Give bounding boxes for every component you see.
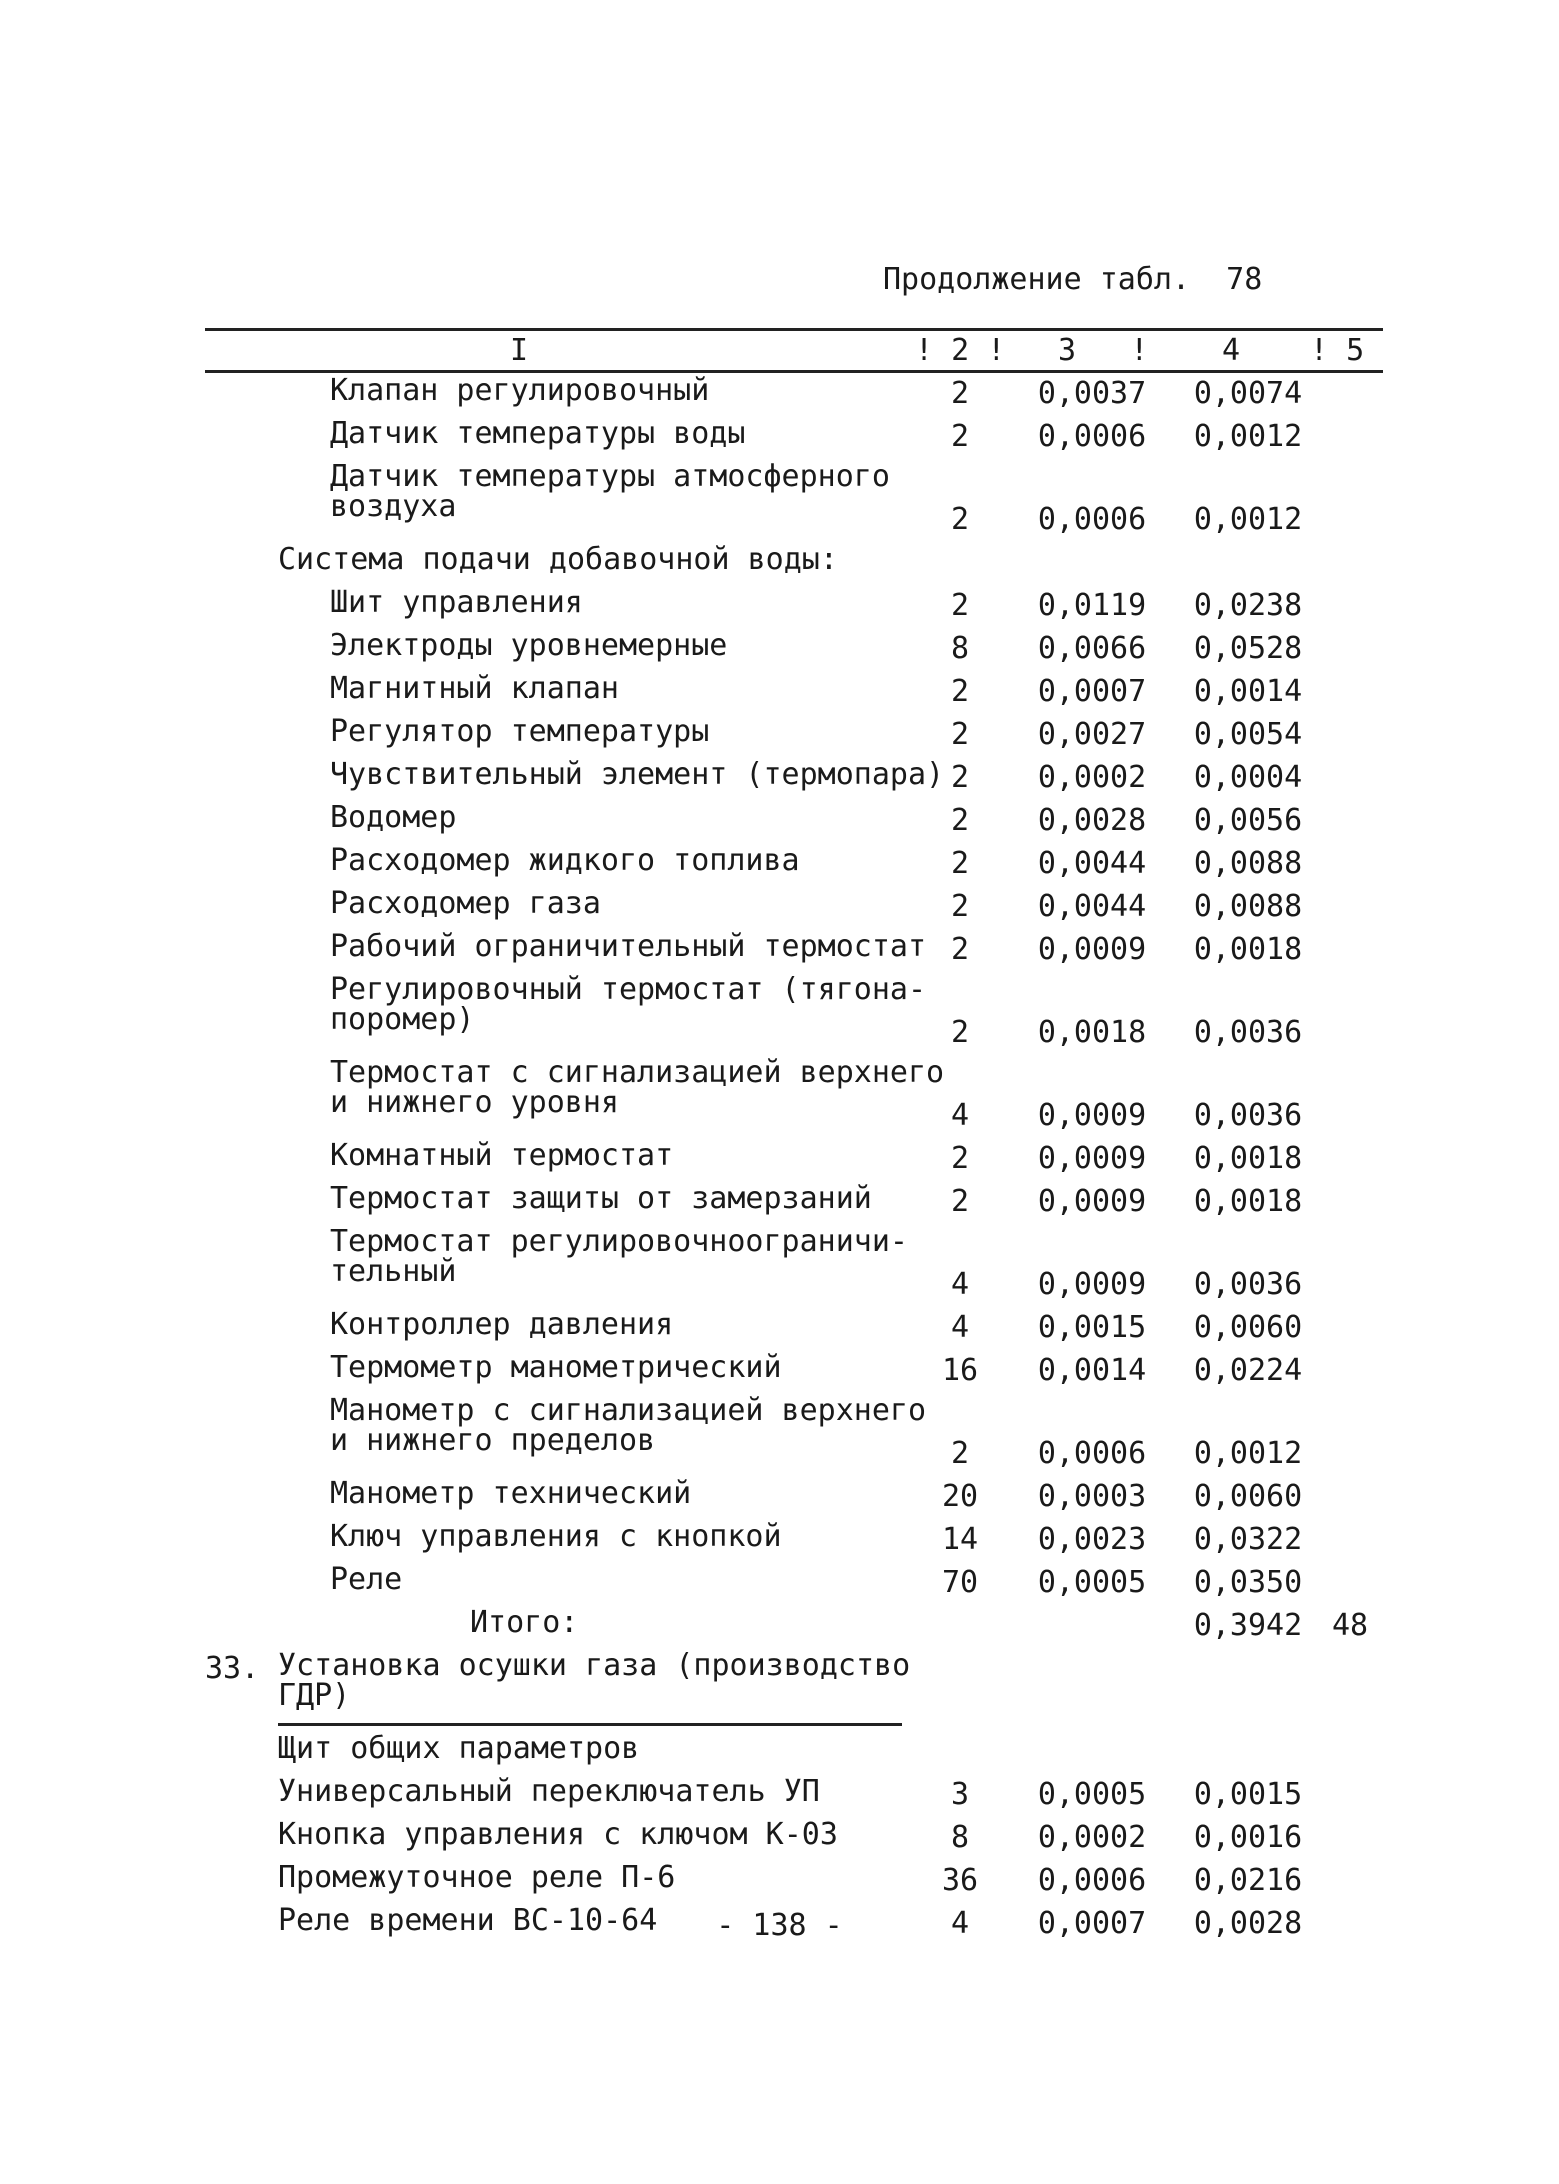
quantity-cell: 4 (950, 1267, 970, 1302)
total-value-cell: 0,0036 (1193, 1267, 1303, 1302)
unit-value-cell: 0,0009 (1037, 1267, 1147, 1302)
quantity-cell: 70 (941, 1565, 979, 1600)
item-name: Манометр с сигнализацией верхнего (330, 1393, 927, 1428)
unit-value-cell: 0,0037 (1037, 376, 1147, 411)
item-number: 33. (205, 1651, 260, 1686)
unit-value-cell: 0,0006 (1037, 419, 1147, 454)
table-row (0, 415, 1559, 458)
unit-value-cell: 0,0027 (1037, 717, 1147, 752)
unit-value-cell: 0,0007 (1037, 674, 1147, 709)
item-name: Щит общих параметров (278, 1731, 640, 1766)
table-row (0, 1180, 1559, 1223)
item-name: Ключ управления с кнопкой (330, 1519, 782, 1554)
item-name: и нижнего уровня (330, 1085, 619, 1120)
total-value-cell: 0,0028 (1193, 1906, 1303, 1941)
quantity-cell: 2 (950, 419, 970, 454)
item-name: тельный (330, 1254, 457, 1289)
item-name: Реле (330, 1562, 403, 1597)
total-value-cell: 0,0012 (1193, 1436, 1303, 1471)
total-value-cell: 0,0054 (1193, 717, 1303, 752)
item-name: Реле времени ВС-10-64 (278, 1903, 658, 1938)
table-row (0, 1137, 1559, 1180)
total-value-cell: 0,0018 (1193, 1141, 1303, 1176)
total-value-cell: 0,0018 (1193, 1184, 1303, 1219)
unit-value-cell: 0,0044 (1037, 889, 1147, 924)
table-row (0, 885, 1559, 928)
table-row (0, 1816, 1559, 1859)
quantity-cell: 2 (950, 502, 970, 537)
column-header-4: 4 (1222, 333, 1241, 368)
total-value-cell: 0,0016 (1193, 1820, 1303, 1855)
quantity-cell: 8 (950, 631, 970, 666)
item-name: Итого: (470, 1605, 579, 1640)
table-row (0, 1054, 1559, 1137)
item-name: Термостат с сигнализацией верхнего (330, 1055, 945, 1090)
quantity-cell: 2 (950, 932, 970, 967)
unit-value-cell: 0,0119 (1037, 588, 1147, 623)
table-row (0, 971, 1559, 1054)
quantity-cell: 2 (950, 1436, 970, 1471)
item-name: Чувствительный элемент (термопара) (330, 757, 945, 792)
total-value-cell: 0,0056 (1193, 803, 1303, 838)
total-value-cell: 0,0238 (1193, 588, 1303, 623)
table-row (0, 1518, 1559, 1561)
table-row (0, 1730, 1559, 1773)
item-name: ГДР) (278, 1678, 351, 1713)
column-header-2: ! 2 ! (915, 333, 1006, 368)
unit-value-cell: 0,0007 (1037, 1906, 1147, 1941)
item-name: Комнатный термостат (330, 1138, 674, 1173)
column-header-3: 3 ! (1058, 333, 1149, 368)
unit-value-cell: 0,0006 (1037, 1436, 1147, 1471)
unit-value-cell: 0,0018 (1037, 1015, 1147, 1050)
table-row (0, 1604, 1559, 1647)
column-header-5: ! 5 (1310, 333, 1365, 368)
quantity-cell: 2 (950, 1141, 970, 1176)
total-value-cell: 0,0088 (1193, 889, 1303, 924)
item-name: Магнитный клапан (330, 671, 619, 706)
table-row (0, 1392, 1559, 1475)
quantity-cell: 2 (950, 674, 970, 709)
item-name: Промежуточное реле П-6 (278, 1860, 676, 1895)
total-value-cell: 0,0018 (1193, 932, 1303, 967)
unit-value-cell: 0,0028 (1037, 803, 1147, 838)
item-name: Водомер (330, 800, 457, 835)
page-number: - 138 - (716, 1908, 843, 1943)
quantity-cell: 2 (950, 376, 970, 411)
item-name: Шит управления (330, 585, 583, 620)
table-row (0, 713, 1559, 756)
item-name: Рабочий ограничительный термостат (330, 929, 927, 964)
total-value-cell: 0,0060 (1193, 1479, 1303, 1514)
item-name: Клапан регулировочный (330, 373, 710, 408)
total-value-cell: 0,0224 (1193, 1353, 1303, 1388)
table-row (0, 1475, 1559, 1518)
unit-value-cell: 0,0002 (1037, 1820, 1147, 1855)
quantity-cell: 2 (950, 1015, 970, 1050)
item-name: Расходомер газа (330, 886, 601, 921)
item-name: Термостат регулировочноограничи- (330, 1224, 908, 1259)
extra-cell: 48 (1331, 1608, 1369, 1643)
unit-value-cell: 0,0023 (1037, 1522, 1147, 1557)
item-name: Установка осушки газа (производство (278, 1648, 911, 1683)
table-row (0, 541, 1559, 584)
unit-value-cell: 0,0066 (1037, 631, 1147, 666)
item-name: Регулировочный термостат (тягона- (330, 972, 927, 1007)
total-value-cell: 0,0528 (1193, 631, 1303, 666)
item-name: Датчик температуры атмосферного (330, 459, 890, 494)
total-value-cell: 0,3942 (1193, 1608, 1303, 1643)
quantity-cell: 16 (941, 1353, 979, 1388)
total-value-cell: 0,0322 (1193, 1522, 1303, 1557)
table-row (0, 458, 1559, 541)
table-row (0, 1647, 1559, 1730)
quantity-cell: 20 (941, 1479, 979, 1514)
table-top-rule (205, 328, 1383, 331)
table-row (0, 1859, 1559, 1902)
item-name: Кнопка управления с ключом К-03 (278, 1817, 838, 1852)
table-row (0, 584, 1559, 627)
item-name: Система подачи добавочной воды: (278, 542, 838, 577)
table-row (0, 1349, 1559, 1392)
item-name: Термометр манометрический (330, 1350, 782, 1385)
quantity-cell: 8 (950, 1820, 970, 1855)
total-value-cell: 0,0216 (1193, 1863, 1303, 1898)
item-name: поромер) (330, 1002, 475, 1037)
unit-value-cell: 0,0006 (1037, 502, 1147, 537)
quantity-cell: 2 (950, 846, 970, 881)
unit-value-cell: 0,0006 (1037, 1863, 1147, 1898)
total-value-cell: 0,0060 (1193, 1310, 1303, 1345)
item-name: Термостат защиты от замерзаний (330, 1181, 872, 1216)
quantity-cell: 2 (950, 889, 970, 924)
item-name: Расходомер жидкого топлива (330, 843, 800, 878)
item-name: Электроды уровнемерные (330, 628, 728, 663)
total-value-cell: 0,0074 (1193, 376, 1303, 411)
quantity-cell: 2 (950, 588, 970, 623)
table-row (0, 1773, 1559, 1816)
item-name: Универсальный переключатель УП (278, 1774, 820, 1809)
total-value-cell: 0,0036 (1193, 1098, 1303, 1133)
unit-value-cell: 0,0003 (1037, 1479, 1147, 1514)
unit-value-cell: 0,0044 (1037, 846, 1147, 881)
quantity-cell: 2 (950, 1184, 970, 1219)
table-caption: Продолжение табл. 78 (883, 262, 1263, 297)
quantity-cell: 4 (950, 1310, 970, 1345)
unit-value-cell: 0,0015 (1037, 1310, 1147, 1345)
item-name: Регулятор температуры (330, 714, 710, 749)
unit-value-cell: 0,0009 (1037, 1184, 1147, 1219)
table-row (0, 372, 1559, 415)
item-name: Датчик температуры воды (330, 416, 746, 451)
item-name: Манометр технический (330, 1476, 692, 1511)
item-name: воздуха (330, 489, 457, 524)
unit-value-cell: 0,0005 (1037, 1565, 1147, 1600)
table-body (0, 372, 1559, 1945)
unit-value-cell: 0,0009 (1037, 1141, 1147, 1176)
total-value-cell: 0,0015 (1193, 1777, 1303, 1812)
unit-value-cell: 0,0009 (1037, 932, 1147, 967)
quantity-cell: 2 (950, 717, 970, 752)
total-value-cell: 0,0088 (1193, 846, 1303, 881)
table-row (0, 1561, 1559, 1604)
table-row (0, 842, 1559, 885)
unit-value-cell: 0,0005 (1037, 1777, 1147, 1812)
quantity-cell: 36 (941, 1863, 979, 1898)
column-header-1: I (510, 333, 529, 368)
total-value-cell: 0,0012 (1193, 502, 1303, 537)
unit-value-cell: 0,0009 (1037, 1098, 1147, 1133)
total-value-cell: 0,0012 (1193, 419, 1303, 454)
total-value-cell: 0,0004 (1193, 760, 1303, 795)
table-row (0, 670, 1559, 713)
table-row (0, 756, 1559, 799)
quantity-cell: 4 (950, 1906, 970, 1941)
total-value-cell: 0,0036 (1193, 1015, 1303, 1050)
unit-value-cell: 0,0002 (1037, 760, 1147, 795)
table-row (0, 928, 1559, 971)
quantity-cell: 4 (950, 1098, 970, 1133)
unit-value-cell: 0,0014 (1037, 1353, 1147, 1388)
quantity-cell: 2 (950, 803, 970, 838)
table-row (0, 1223, 1559, 1306)
section-underline (278, 1723, 902, 1726)
table-row (0, 1306, 1559, 1349)
table-row (0, 627, 1559, 670)
quantity-cell: 3 (950, 1777, 970, 1812)
total-value-cell: 0,0014 (1193, 674, 1303, 709)
item-name: Контроллер давления (330, 1307, 674, 1342)
table-row (0, 799, 1559, 842)
quantity-cell: 2 (950, 760, 970, 795)
quantity-cell: 14 (941, 1522, 979, 1557)
item-name: и нижнего пределов (330, 1423, 656, 1458)
total-value-cell: 0,0350 (1193, 1565, 1303, 1600)
